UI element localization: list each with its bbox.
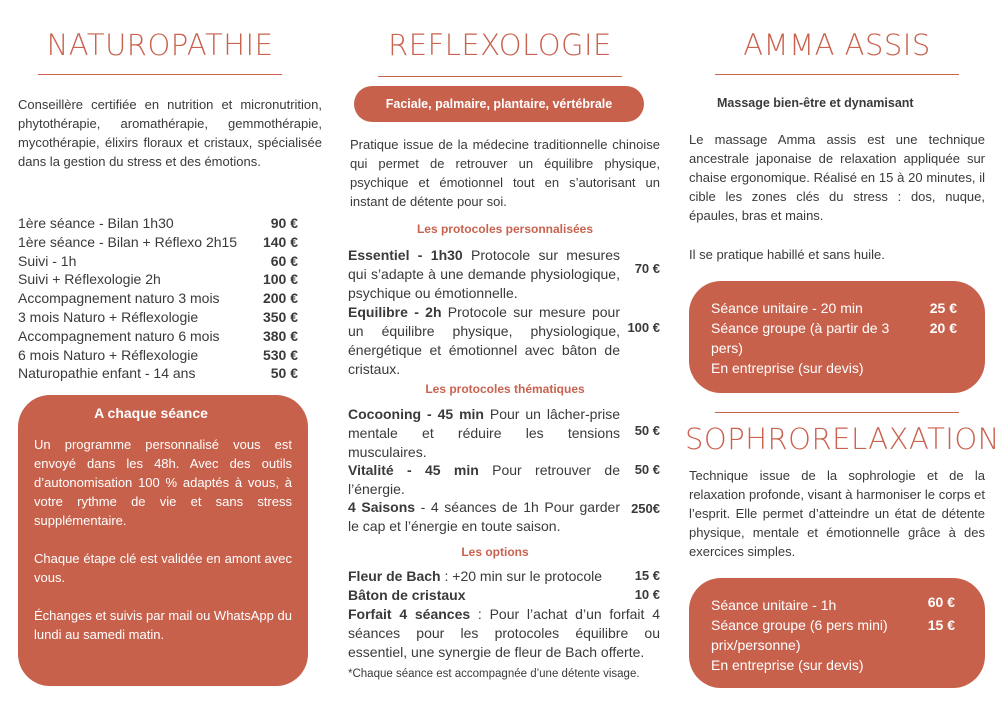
amma-price-value: 25 € xyxy=(929,300,957,316)
price-value: 380 € xyxy=(262,327,298,344)
protocol-name: Equilibre - 2h xyxy=(348,304,442,320)
price-value: 350 € xyxy=(262,308,298,325)
price-row xyxy=(18,233,298,252)
price-row xyxy=(18,364,298,383)
price-label: Suivi + Réflexologie 2h xyxy=(18,271,161,288)
sophro-price-label: Séance groupe (6 pers mini) prix/personne) xyxy=(711,617,888,653)
protocol-price: 50 € xyxy=(634,423,660,438)
option-forfait xyxy=(348,605,660,662)
price-label: Naturopathie enfant - 14 ans xyxy=(18,365,196,382)
price-row xyxy=(18,214,298,233)
protocol-name: Cocooning - 45 min xyxy=(348,406,484,422)
amma-price-label: Séance unitaire - 20 min xyxy=(711,300,863,316)
option-name: Bâton de cristaux xyxy=(348,587,466,603)
reflexologie-intro: Pratique issue de la médecine traditionnelle chinoise qui permet de retrouver un équilibre physique, psychique et émotionnel tout en s’autorisant un instant de détente pour soi. xyxy=(350,137,660,209)
option-name: Forfait 4 séances xyxy=(348,606,471,622)
price-label: 6 mois Naturo + Réflexologie xyxy=(18,346,199,363)
reflexologie-title-rule xyxy=(378,76,622,77)
price-value: 100 € xyxy=(262,271,298,288)
price-label: 1ère séance - Bilan 1h30 xyxy=(18,215,174,231)
option-name: Fleur de Bach xyxy=(348,568,441,584)
price-value: 200 € xyxy=(262,290,298,307)
price-row xyxy=(18,270,298,289)
sophro-price-row xyxy=(711,655,955,675)
amma-price-row xyxy=(711,318,957,358)
chaque-seance-p3: Échanges et suivis par mail ou WhatsApp du lundi au samedi matin. xyxy=(34,608,292,642)
protocol-essentiel xyxy=(348,246,620,303)
protocol-vitalite xyxy=(348,461,620,499)
naturopathie-title-rule xyxy=(38,74,282,75)
protocol-name: Essentiel - 1h30 xyxy=(348,247,463,263)
protocoles-personnalises-heading: Les protocoles personnalisées xyxy=(416,222,594,236)
protocol-desc: Protocole sur mesures qui s’adapte à une demande physiologique, psychique ou émotionnelle. xyxy=(348,247,620,301)
naturopathie-title: NATUROPATHIE xyxy=(46,28,274,62)
sophrorelaxation-title: SOPHRORELAXATION xyxy=(685,422,1000,456)
naturopathie-intro: Conseillère certifiée en nutrition et micronutrition, phytothérapie, aromathérapie, gemmothérapie, mycothérapie, élixirs floraux et cristaux, spécialisée dans la gestion du stress et des émotions. xyxy=(18,97,322,169)
protocol-cocooning xyxy=(348,405,620,462)
sophro-price-box xyxy=(689,578,985,688)
price-label: Accompagnement naturo 3 mois xyxy=(18,290,220,307)
price-row xyxy=(18,308,298,327)
amma-price-row xyxy=(711,358,957,378)
price-row xyxy=(18,327,298,346)
price-row xyxy=(18,252,298,271)
price-value: 530 € xyxy=(262,346,298,363)
price-label: Accompagnement naturo 6 mois xyxy=(18,327,220,344)
amma-intro: Le massage Amma assis est une technique ancestrale japonaise de relaxation appliquée sur chaise ergonomique. Réalisé en 15 à 20 minutes, il cible les zones clés du stress : dos, nuque, épaules, bras et mains. xyxy=(689,132,985,223)
amma-subtitle: Massage bien-être et dynamisant xyxy=(717,96,914,110)
protocol-price: 50 € xyxy=(634,462,660,477)
protocol-4-saisons xyxy=(348,498,620,536)
sophro-price-row xyxy=(711,615,955,655)
protocol-price: 70 € xyxy=(634,261,660,276)
amma-price-label: Séance groupe (à partir de 3 pers) xyxy=(711,320,890,356)
amma-price-label: En entreprise (sur devis) xyxy=(711,360,864,376)
chaque-seance-title: A chaque séance xyxy=(94,405,208,421)
price-row xyxy=(18,346,298,365)
protocoles-thematiques-heading: Les protocoles thématiques xyxy=(425,382,585,396)
footnote: *Chaque séance est accompagnée d’une détente visage. xyxy=(348,668,640,680)
options-heading: Les options xyxy=(461,545,529,559)
amma-assis-title: AMMA ASSIS xyxy=(743,28,931,62)
chaque-seance-box xyxy=(18,395,308,686)
option-price: 10 € xyxy=(634,587,660,602)
sophro-price-value: 60 € xyxy=(927,594,955,610)
protocol-desc: Pour un lâcher-prise mentale et réduire les tensions musculaires. xyxy=(348,406,620,460)
price-value: 90 € xyxy=(270,215,298,231)
protocol-name: 4 Saisons xyxy=(348,499,416,515)
sophro-price-value: 15 € xyxy=(927,617,955,633)
protocol-name: Vitalité - 45 min xyxy=(348,462,479,478)
chaque-seance-p2: Chaque étape clé est validée en amont avec vous. xyxy=(34,551,292,585)
amma-price-box xyxy=(689,281,985,393)
option-baton-cristaux xyxy=(348,586,620,605)
protocol-desc: Pour retrouver de l’énergie. xyxy=(348,462,620,497)
protocol-price: 250€ xyxy=(631,501,660,516)
chaque-seance-p1: Un programme personnalisé vous est envoyé dans les 48h. Avec des outils d’autonomisation 100 % adaptés à vous, à votre rythme de vie et sans stress supplémentaire. xyxy=(34,437,292,528)
price-row xyxy=(18,289,298,308)
price-value: 140 € xyxy=(262,233,298,250)
sophrorelaxation-top-rule xyxy=(715,412,959,413)
option-desc: : +20 min sur le protocole xyxy=(440,568,603,584)
amma-assis-title-rule xyxy=(715,74,959,75)
reflexologie-title: REFLEXOLOGIE xyxy=(388,28,612,62)
reflexologie-pill xyxy=(354,86,644,122)
sophro-intro: Technique issue de la sophrologie et de la relaxation profonde, visant à harmoniser le corps et l’esprit. Elle permet d’atteindre un état de détente physique, mentale et émotionnelle grâce à des exercices simples. xyxy=(689,468,985,559)
reflexologie-pill-label: Faciale, palmaire, plantaire, vértébrale xyxy=(385,97,613,111)
sophro-price-label: En entreprise (sur devis) xyxy=(711,657,864,673)
option-desc: : Pour l’achat d’un forfait 4 séances pour les protocoles équilibre ou essentiel, une synergie de fleur de Bach offerte. xyxy=(348,606,660,660)
price-label: Suivi - 1h xyxy=(18,252,77,269)
price-value: 50 € xyxy=(270,365,298,382)
option-fleur-de-bach xyxy=(348,567,620,586)
amma-price-value: 20 € xyxy=(929,320,957,336)
price-label: 1ère séance - Bilan + Réflexo 2h15 xyxy=(18,233,238,250)
protocol-price: 100 € xyxy=(627,320,660,335)
naturopathie-price-list xyxy=(18,214,298,383)
price-label: 3 mois Naturo + Réflexologie xyxy=(18,308,199,325)
protocol-desc: - 4 séances de 1h Pour garder le cap et l’énergie en toute saison. xyxy=(348,499,620,534)
protocol-desc: Protocole sur mesure pour un équilibre physique, physiologique, énergétique et émotionnel avec bâton de cristaux. xyxy=(348,304,620,377)
sophro-price-label: Séance unitaire - 1h xyxy=(711,597,837,613)
price-value: 60 € xyxy=(270,252,298,269)
option-price: 15 € xyxy=(634,568,660,583)
protocol-equilibre xyxy=(348,303,620,379)
sophro-price-row xyxy=(711,592,955,615)
amma-note: Il se pratique habillé et sans huile. xyxy=(689,247,885,262)
amma-price-row xyxy=(711,298,957,318)
